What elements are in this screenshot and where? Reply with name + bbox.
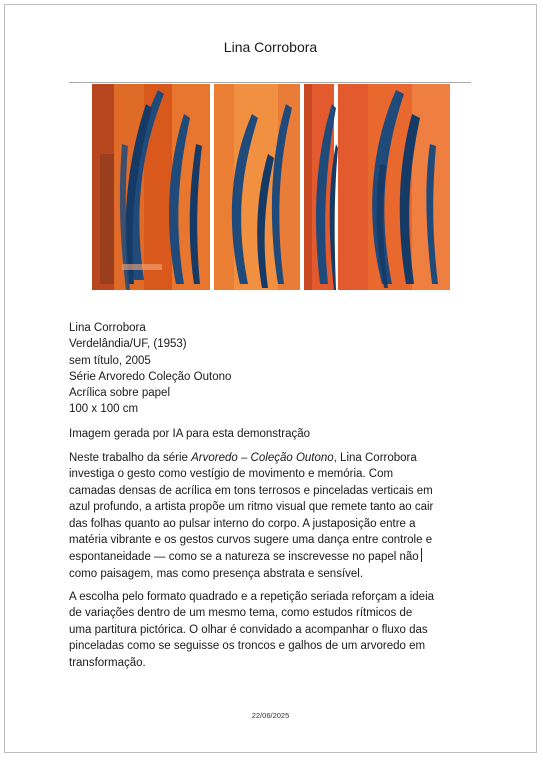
artwork-panel-1 bbox=[92, 84, 210, 290]
paragraph-1 bbox=[69, 450, 459, 582]
artwork-panel-2 bbox=[214, 84, 300, 290]
paragraph-line[interactable] bbox=[69, 548, 459, 565]
paragraph-line: azul profundo, a artista propõe um ritmo visual que remete tanto ao cair bbox=[69, 501, 434, 514]
document-page bbox=[4, 4, 537, 753]
caption-medium: Acrílica sobre papel bbox=[69, 387, 170, 400]
page-title: Lina Corrobora bbox=[223, 39, 318, 55]
paragraph-2 bbox=[69, 589, 459, 671]
header-divider bbox=[69, 82, 471, 83]
paragraph-line: uma partitura pictórica. O olhar é convidado a acompanhar o fluxo das bbox=[69, 623, 428, 636]
caption-series: Série Arvoredo Coleção Outono bbox=[69, 370, 232, 383]
artwork-panel-3 bbox=[304, 84, 338, 290]
paragraph-line: transformação. bbox=[69, 656, 146, 669]
paragraph-line: camadas densas de acrílica em tons terrosos e pinceladas verticais em bbox=[69, 484, 433, 497]
footer-date: 22/06/2025 bbox=[251, 711, 290, 720]
paragraph-line: pinceladas como se seguisse os troncos e galhos de um arvoredo em bbox=[69, 640, 426, 653]
paragraph-text: espontaneidade — como se a natureza se inscrevesse no papel não bbox=[69, 551, 419, 564]
artwork-caption bbox=[69, 320, 469, 418]
paragraph-line: A escolha pelo formato quadrado e a repetição seriada reforçam a ideia bbox=[69, 591, 435, 603]
caption-origin: Verdelândia/UF, (1953) bbox=[69, 338, 187, 351]
paragraph-line: matéria vibrante e os gestos curvos sugere uma dança entre controle e bbox=[69, 534, 433, 547]
paragraph-line: investiga o gesto como vestígio de movimento e memória. Com bbox=[69, 468, 394, 481]
paragraph-line: de variações dentro de um mesmo tema, como estudos rítmicos de bbox=[69, 607, 413, 620]
paragraph-line: das folhas quanto ao pulsar interno do corpo. A justaposição entre a bbox=[69, 517, 416, 530]
caption-work: sem título, 2005 bbox=[69, 354, 151, 367]
paragraph-text: Neste trabalho da série bbox=[69, 452, 192, 464]
paragraph-line bbox=[69, 450, 459, 466]
artwork-image bbox=[92, 84, 450, 290]
artwork-panel-4 bbox=[338, 84, 450, 290]
caption-artist: Lina Corrobora bbox=[69, 322, 146, 334]
paragraph-line: como paisagem, mas como presença abstrata e sensível. bbox=[69, 567, 364, 580]
ai-notice: Imagem gerada por IA para esta demonstração bbox=[69, 428, 311, 440]
series-title-italic: Arvoredo – Coleção Outono bbox=[191, 452, 334, 464]
paragraph-text: , Lina Corrobora bbox=[333, 452, 417, 464]
text-cursor bbox=[421, 548, 422, 562]
caption-dimensions: 100 x 100 cm bbox=[69, 403, 139, 416]
